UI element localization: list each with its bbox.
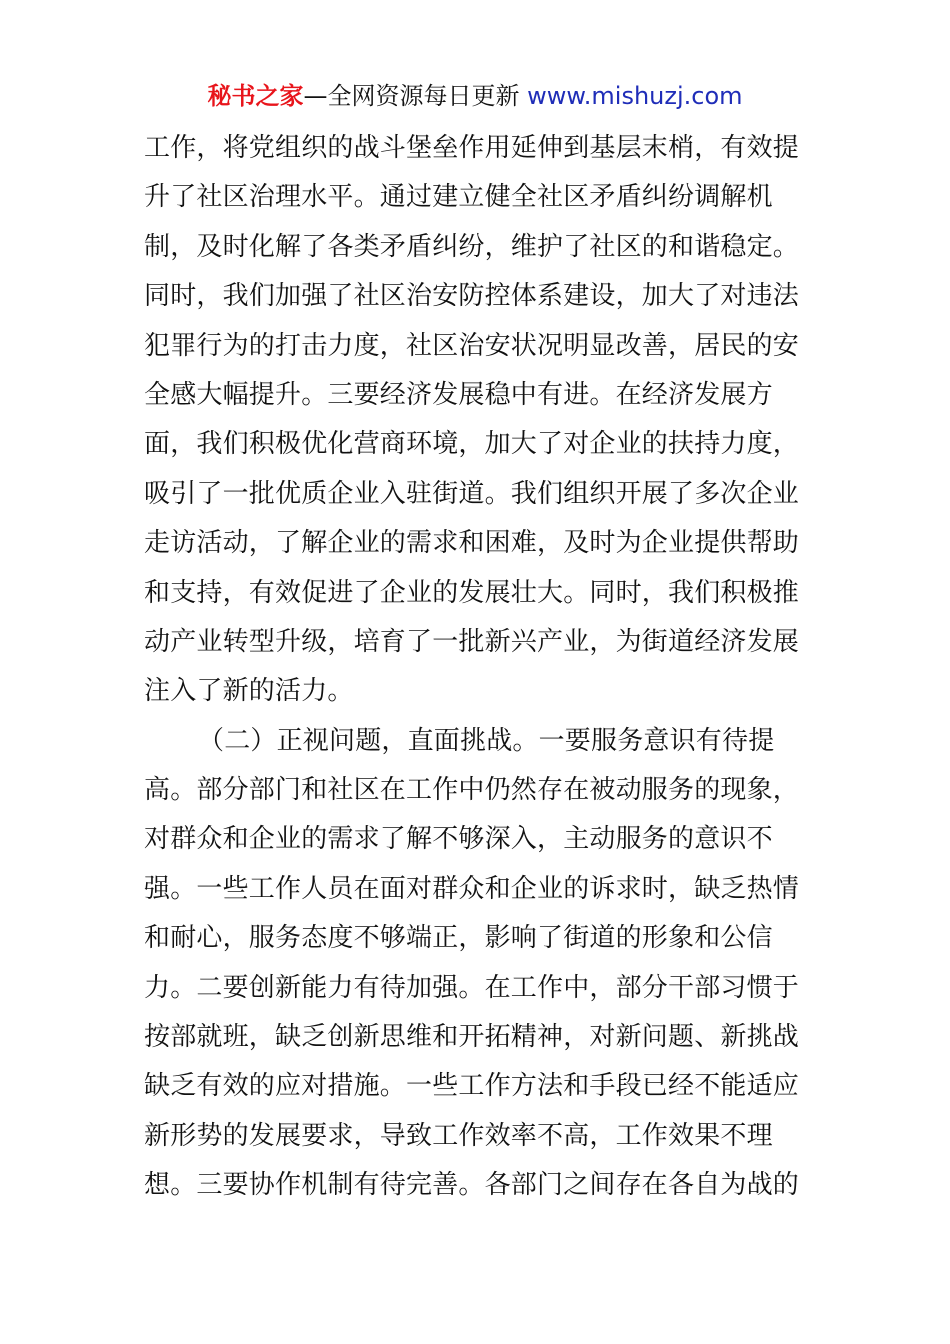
text-line: 吸引了一批优质企业入驻街道。我们组织开展了多次企业 [144, 478, 800, 509]
text-line: 升了社区治理水平。通过建立健全社区矛盾纠纷调解机 [144, 182, 773, 213]
text-line: 同时，我们加强了社区治安防控体系建设，加大了对违法 [144, 281, 800, 312]
text-line: 全感大幅提升。三要经济发展稳中有进。在经济发展方 [144, 379, 773, 410]
brand-name: 秘书之家 [207, 82, 304, 110]
text-line: 高。部分部门和社区在工作中仍然存在被动服务的现象， [144, 775, 800, 806]
header-tagline: —全网资源每日更新 [303, 82, 520, 110]
text-line: 和支持，有效促进了企业的发展壮大。同时，我们积极推 [144, 577, 800, 608]
page-header [0, 80, 950, 112]
text-line: 走访活动，了解企业的需求和困难，及时为企业提供帮助 [144, 528, 800, 559]
text-line: 强。一些工作人员在面对群众和企业的诉求时，缺乏热情 [144, 873, 800, 904]
text-line: 想。三要协作机制有待完善。各部门之间存在各自为战的 [144, 1170, 800, 1201]
document-body [144, 124, 814, 1211]
text-line: 新形势的发展要求，导致工作效率不高，工作效果不理 [144, 1120, 773, 1151]
text-line: 制，及时化解了各类矛盾纠纷，维护了社区的和谐稳定。 [144, 231, 800, 262]
text-line: 和耐心，服务态度不够端正，影响了街道的形象和公信 [144, 923, 773, 954]
section-heading-line: （二）正视问题，直面挑战。一要服务意识有待提 [198, 725, 775, 756]
text-line: 缺乏有效的应对措施。一些工作方法和手段已经不能适应 [144, 1071, 800, 1102]
text-line: 工作，将党组织的战斗堡垒作用延伸到基层末梢，有效提 [144, 133, 800, 163]
text-line: 力。二要创新能力有待加强。在工作中，部分干部习惯于 [144, 972, 800, 1003]
text-line: 犯罪行为的打击力度，社区治安状况明显改善，居民的安 [144, 330, 800, 361]
text-line: 注入了新的活力。 [144, 676, 354, 707]
text-line: 按部就班，缺乏创新思维和开拓精神，对新问题、新挑战 [144, 1022, 800, 1053]
text-line: 动产业转型升级，培育了一批新兴产业，为街道经济发展 [144, 626, 800, 657]
website-link[interactable]: www.mishuzj.com [519, 82, 743, 110]
text-line: 对群众和企业的需求了解不够深入，主动服务的意识不 [144, 824, 773, 855]
text-line: 面，我们积极优化营商环境，加大了对企业的扶持力度， [144, 429, 800, 460]
